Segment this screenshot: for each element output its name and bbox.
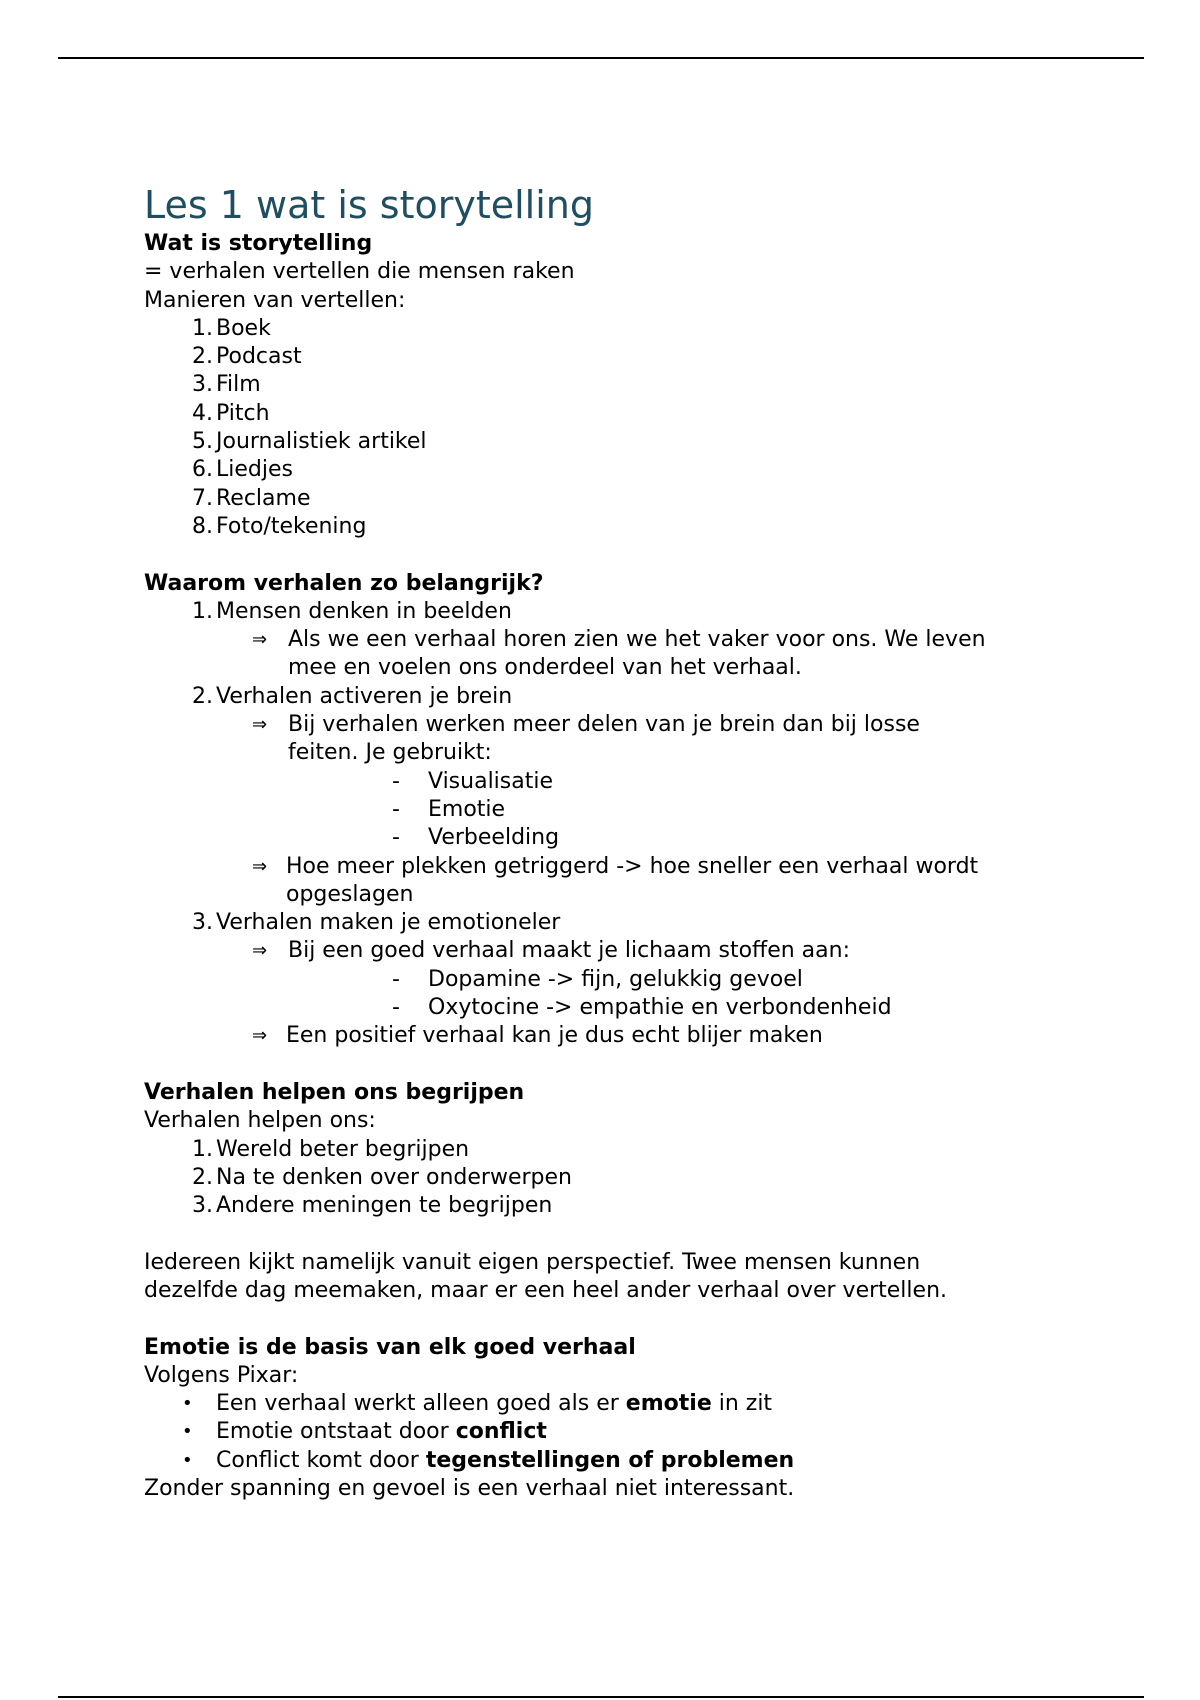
dash-item: - Verbeelding [144,824,1084,852]
dash-icon: - [392,796,400,822]
arrow-icon: ⇒ [252,855,268,877]
dash-icon: - [392,825,400,851]
arrow-item-continued: feiten. Je gebruikt: [288,740,492,766]
section-heading: Waarom verhalen zo belangrijk? [144,570,544,596]
list-intro: Volgens Pixar: [144,1362,299,1388]
list-item: 8. Foto/tekening [192,513,367,539]
dash-item: - Dopamine -> fijn, gelukkig gevoel [144,966,1084,994]
arrow-item: ⇒ Bij een goed verhaal maakt je lichaam stoffen aan: [144,937,1084,965]
paragraph-line: Iedereen kijkt namelijk vanuit eigen perspectief. Twee mensen kunnen [144,1249,921,1275]
header-rule [58,57,1144,59]
definition-text: = verhalen vertellen die mensen raken [144,259,575,285]
closing-text: Zonder spanning en gevoel is een verhaal niet interessant. [144,1476,795,1502]
arrow-icon: ⇒ [252,940,268,962]
list-item: 7. Reclame [192,485,311,511]
dash-item: - Oxytocine -> empathie en verbondenheid [144,994,1084,1022]
list-item: 5. Journalistiek artikel [192,429,427,455]
bullet-item: • Conflict komt door tegenstellingen of problemen [144,1447,1084,1475]
dash-icon: - [392,966,400,992]
arrow-icon: ⇒ [252,629,268,651]
list-item: 6. Liedjes [192,457,293,483]
arrow-item: ⇒ Als we een verhaal horen zien we het vaker voor ons. We leven [144,626,1084,654]
bullet-icon: • [182,1449,193,1471]
arrow-icon: ⇒ [252,714,268,736]
list-item: 2. Na te denken over onderwerpen [192,1164,572,1190]
footer-rule [58,1696,1144,1698]
arrow-item-continued: opgeslagen [286,881,414,907]
list-intro: Manieren van vertellen: [144,287,406,313]
list-item: 1. Boek [192,315,271,341]
page-title: Les 1 wat is storytelling [144,183,595,227]
list-item: 3. Film [192,372,261,398]
section-heading: Emotie is de basis van elk goed verhaal [144,1334,636,1360]
list-item: 2. Verhalen activeren je brein [192,683,513,709]
dash-icon: - [392,995,400,1021]
section-heading: Wat is storytelling [144,231,373,256]
arrow-icon: ⇒ [252,1025,268,1047]
paragraph-line: dezelfde dag meemaken, maar er een heel ander verhaal over vertellen. [144,1277,947,1303]
arrow-item: ⇒ Een positief verhaal kan je dus echt blijer maken [144,1022,1084,1050]
dash-item: - Visualisatie [144,768,1084,796]
arrow-item-continued: mee en voelen ons onderdeel van het verhaal. [288,655,802,681]
list-item: 3. Andere meningen te begrijpen [192,1193,553,1219]
arrow-item: ⇒ Hoe meer plekken getriggerd -> hoe sneller een verhaal wordt [144,853,1084,881]
bullet-icon: • [182,1393,193,1415]
list-item: 3. Verhalen maken je emotioneler [192,910,561,936]
dash-item: - Emotie [144,796,1084,824]
list-item: 2. Podcast [192,344,302,370]
arrow-item: ⇒ Bij verhalen werken meer delen van je brein dan bij losse [144,711,1084,739]
list-item: 1. Wereld beter begrijpen [192,1136,470,1162]
list-intro: Verhalen helpen ons: [144,1108,376,1134]
list-item: 1. Mensen denken in beelden [192,598,512,624]
bullet-item: • Emotie ontstaat door conflict [144,1418,1084,1446]
bullet-item: • Een verhaal werkt alleen goed als er emotie in zit [144,1390,1084,1418]
bullet-icon: • [182,1421,193,1443]
dash-icon: - [392,768,400,794]
section-heading: Verhalen helpen ons begrijpen [144,1079,525,1105]
document-body [144,180,1084,1503]
list-item: 4. Pitch [192,400,270,426]
